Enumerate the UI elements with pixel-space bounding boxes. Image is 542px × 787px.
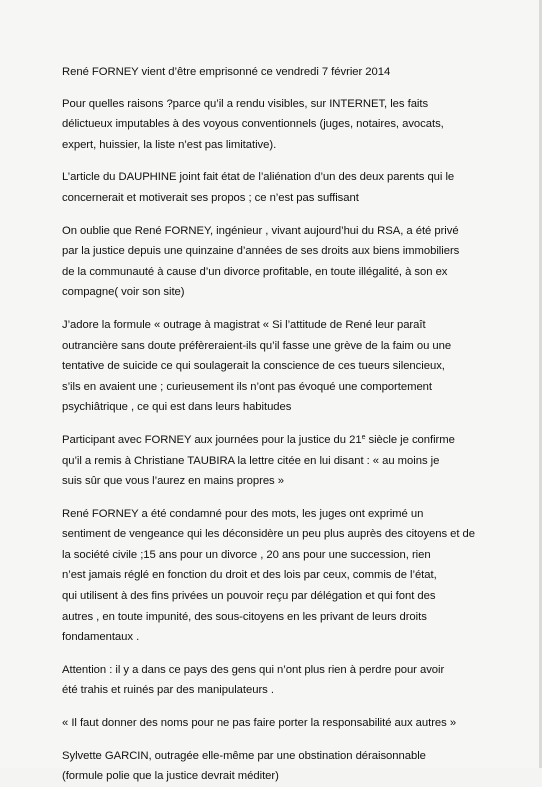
text-line: par la justice depuis une quinzaine d’années de ses droits aux biens immobiliers [62, 245, 460, 258]
text-line: René FORNEY a été condamné pour des mots, les juges ont exprimé un [62, 507, 424, 520]
text-line: concernerait et motiverait ses propos ; ce n’est pas suffisant [62, 191, 359, 204]
text-line: tentative de suicide ce qui soulagerait la conscience de ces tueurs silencieux, [62, 360, 445, 373]
text-line [62, 430, 512, 451]
text-line: autres , en toute impunité, des sous-citoyens en les privant de leurs droits [62, 610, 427, 623]
text-line: qu’il a remis à Christiane TAUBIRA la lettre citée en lui disant : « au moins je [62, 454, 440, 467]
text-line: René FORNEY vient d’être emprisonné ce vendredi 7 février 2014 [62, 66, 391, 78]
text-line: outrancière sans doute préfèreraient-ils qu’il fasse une grève de la faim ou une [62, 339, 452, 352]
text-line: (formule polie que la justice devrait méditer) [62, 770, 279, 783]
paragraph-dauphine [62, 167, 512, 208]
text-line: la société civile ;15 ans pour un divorce , 20 ans pour une succession, rien [62, 548, 431, 561]
text-line: expert, huissier, la liste n’est pas limitative). [62, 138, 277, 151]
text-line: « Il faut donner des noms pour ne pas faire porter la responsabilité aux autres » [62, 717, 457, 730]
text-line: psychiâtrique , ce qui est dans leurs habitudes [62, 401, 292, 414]
paragraph-taubira [62, 430, 512, 492]
text-line: fondamentaux . [62, 631, 140, 644]
text-line: qui utilisent à des fins privées un pouvoir reçu par délégation et qui font des [62, 590, 436, 603]
paragraph-quote [62, 713, 512, 734]
paragraph-headline [62, 62, 512, 83]
text-line: Sylvette GARCIN, outragée elle-même par une obstination déraisonnable [62, 749, 426, 762]
text-line: délictueux imputables à des voyous conventionnels (juges, notaires, avocats, [62, 118, 444, 131]
text-line: n’est jamais réglé en fonction du droit et des lois par ceux, commis de l’état, [62, 569, 437, 582]
text-line: Pour quelles raisons ?parce qu’il a rendu visibles, sur INTERNET, les faits [62, 97, 429, 110]
paragraph-reasons [62, 94, 512, 156]
text-line: sentiment de vengeance qui les déconsidère un peu plus auprès des citoyens et de [62, 528, 476, 541]
text-line: On oublie que René FORNEY, ingénieur , vivant aujourd’hui du RSA, a été privé [62, 224, 459, 237]
text-line: été trahis et ruinés par des manipulateurs . [62, 684, 274, 697]
text-line: J’adore la formule « outrage à magistrat « Si l’attitude de René leur paraît [62, 318, 426, 331]
text-line: suis sûr que vous l’aurez en mains propres » [62, 475, 284, 488]
text-fragment: siècle je confirme [365, 433, 455, 446]
text-line: de la communauté à cause d’un divorce profitable, en toute illégalité, à son ex [62, 265, 448, 278]
text-fragment: Participant avec FORNEY aux journées pour la justice du 21 [62, 433, 362, 446]
paragraph-signature [62, 746, 512, 787]
paragraph-background [62, 221, 512, 303]
paragraph-outrage [62, 315, 512, 418]
paragraph-condemnation [62, 504, 512, 648]
paragraph-attention [62, 660, 512, 701]
text-line: L’article du DAUPHINE joint fait état de l’aliénation d’un des deux parents qui le [62, 171, 455, 184]
text-line: s’ils en avaient une ; curieusement ils n’ont pas évoqué une comportement [62, 380, 432, 393]
text-line: Attention : il y a dans ce pays des gens qui n’ont plus rien à perdre pour avoir [62, 663, 445, 676]
text-line: compagne( voir son site) [62, 286, 185, 299]
superscript: e [361, 433, 366, 441]
